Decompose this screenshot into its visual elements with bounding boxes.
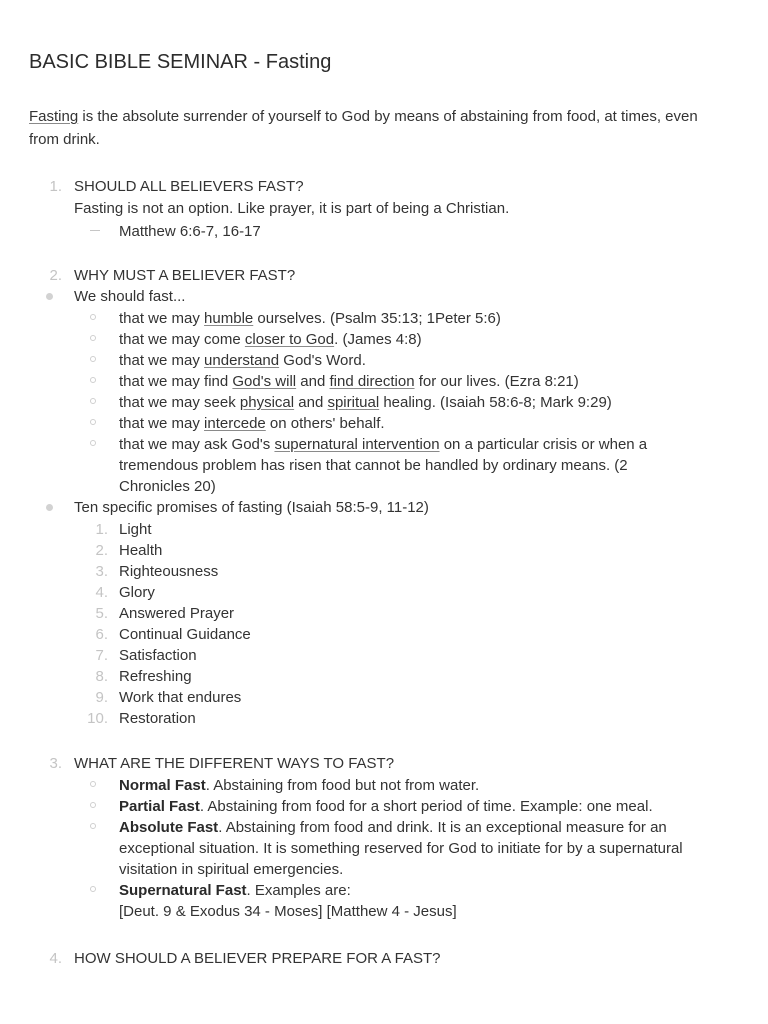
promise-item: Health xyxy=(119,542,163,559)
section-heading: SHOULD ALL BELIEVERS FAST? xyxy=(74,178,304,195)
promise-item: Satisfaction xyxy=(119,647,197,664)
circle-bullet-icon xyxy=(90,419,96,425)
section-heading: HOW SHOULD A BELIEVER PREPARE FOR A FAST? xyxy=(74,950,441,967)
promise-number: 1. xyxy=(95,521,108,538)
promise-item: Work that endures xyxy=(119,689,242,706)
promise-number: 6. xyxy=(95,626,108,643)
promise-item: Restoration xyxy=(119,710,196,727)
promise-number: 7. xyxy=(95,647,108,664)
fasting-term: Fasting xyxy=(29,108,79,125)
list-item: Ten specific promises of fasting (Isaiah 58:5-9, 11-12) xyxy=(74,499,429,516)
circle-bullet-icon xyxy=(90,314,96,320)
promise-number: 10. xyxy=(87,710,108,727)
section-answer: Fasting is not an option. Like prayer, it is part of being a Christian. xyxy=(74,200,510,217)
circle-bullet-icon xyxy=(90,781,96,787)
circle-bullet-icon xyxy=(90,440,96,446)
dash-bullet-icon xyxy=(90,230,100,231)
bullet-dot-icon xyxy=(46,504,53,511)
list-item: We should fast... xyxy=(74,288,186,305)
scripture-reference: Matthew 6:6-7, 16-17 xyxy=(119,223,261,240)
intro-paragraph xyxy=(29,105,729,151)
bullet-dot-icon xyxy=(46,293,53,300)
promise-item: Righteousness xyxy=(119,563,219,580)
promise-number: 4. xyxy=(95,584,108,601)
list-item: that we may find God's will and find direction for our lives. (Ezra 8:21) xyxy=(119,373,579,390)
circle-bullet-icon xyxy=(90,823,96,829)
section-heading: WHAT ARE THE DIFFERENT WAYS TO FAST? xyxy=(74,755,395,772)
section-number: 1. xyxy=(49,178,62,195)
section-heading: WHY MUST A BELIEVER FAST? xyxy=(74,267,296,284)
circle-bullet-icon xyxy=(90,356,96,362)
list-item: that we may come closer to God. (James 4:8) xyxy=(119,331,422,348)
list-item: that we may humble ourselves. (Psalm 35:13; 1Peter 5:6) xyxy=(119,310,501,327)
page-title: BASIC BIBLE SEMINAR - Fasting xyxy=(29,51,332,73)
section-number: 2. xyxy=(49,267,62,284)
list-item: that we may intercede on others' behalf. xyxy=(119,415,385,432)
promise-item: Refreshing xyxy=(119,668,192,685)
circle-bullet-icon xyxy=(90,335,96,341)
promise-number: 3. xyxy=(95,563,108,580)
fast-type-item: Partial Fast. Abstaining from food for a short period of time. Example: one meal. xyxy=(119,798,653,815)
circle-bullet-icon xyxy=(90,802,96,808)
promise-item: Continual Guidance xyxy=(119,626,251,643)
circle-bullet-icon xyxy=(90,886,96,892)
promise-number: 9. xyxy=(95,689,108,706)
fast-examples: [Deut. 9 & Exodus 34 - Moses] [Matthew 4 - Jesus] xyxy=(119,903,457,920)
circle-bullet-icon xyxy=(90,398,96,404)
promise-number: 5. xyxy=(95,605,108,622)
fast-type-item: Absolute Fast. Abstaining from food and drink. It is an exceptional measure for an exceptional situation. It is something reserved for God to initiate for by a supernatural visitation in spiritual emergencies. xyxy=(119,819,683,878)
list-item: that we may understand God's Word. xyxy=(119,352,366,369)
fast-type-item: Normal Fast. Abstaining from food but not from water. xyxy=(119,777,480,794)
promise-item: Light xyxy=(119,521,152,538)
promise-item: Answered Prayer xyxy=(119,605,235,622)
promise-number: 2. xyxy=(95,542,108,559)
section-number: 3. xyxy=(49,755,62,772)
intro-text: is the absolute surrender of yourself to God by means of abstaining from food, at times, even from drink. xyxy=(29,108,698,148)
list-item: that we may seek physical and spiritual healing. (Isaiah 58:6-8; Mark 9:29) xyxy=(119,394,612,411)
promise-number: 8. xyxy=(95,668,108,685)
list-item: that we may ask God's supernatural intervention on a particular crisis or when a tremendous problem has risen that cannot be handled by ordinary means. (2 Chronicles 20) xyxy=(119,436,648,495)
section-number: 4. xyxy=(49,950,62,967)
fast-type-item: Supernatural Fast. Examples are: xyxy=(119,882,351,899)
circle-bullet-icon xyxy=(90,377,96,383)
promise-item: Glory xyxy=(119,584,155,601)
